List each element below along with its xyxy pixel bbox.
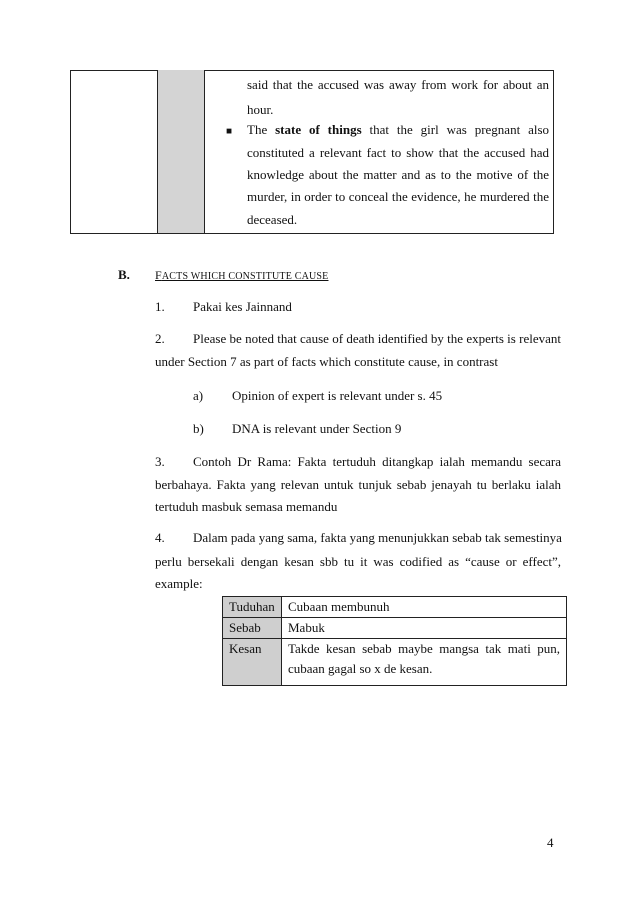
row-value-line: cubaan gagal so x de kesan. [288, 661, 433, 676]
table-text-line: said that the accused was away from work for about an [247, 77, 549, 92]
subitem-label: a) [193, 388, 204, 403]
item-text: Pakai kes Jainnand [193, 299, 292, 314]
bullet-prefix: The [247, 122, 268, 137]
bullet-bold-phrase: state of things [275, 122, 362, 137]
section-title: FACTS WHICH CONSTITUTE CAUSE [155, 268, 329, 282]
row-label: Kesan [223, 639, 282, 686]
table-row [223, 639, 567, 686]
table-text-line: deceased. [247, 212, 298, 227]
item-number: 1. [155, 299, 165, 314]
item-number: 4. [155, 530, 165, 545]
facts-table-continuation [70, 70, 554, 234]
item-text: under Section 7 as part of facts which constitute cause, in contrast [155, 354, 498, 369]
item-text: perlu bersekali dengan kesan sbb tu it was codified as “cause or effect”, [155, 554, 561, 569]
item-text: example: [155, 576, 203, 591]
row-value-line: Takde kesan sebab maybe mangsa tak mati pun, [288, 641, 560, 656]
bullet-text-line [247, 122, 549, 138]
item-text: Dalam pada yang sama, fakta yang menunjukkan sebab tak semestinya [193, 530, 562, 545]
subitem-text: DNA is relevant under Section 9 [232, 421, 402, 436]
row-value: Cubaan membunuh [282, 597, 567, 618]
row-value: Mabuk [282, 618, 567, 639]
table-text-line: knowledge about the matter and as to the motive of the [247, 167, 549, 182]
row-label: Sebab [223, 618, 282, 639]
bullet-suffix: that the girl was pregnant also [369, 122, 550, 137]
row-value [282, 639, 567, 686]
row-label: Tuduhan [223, 597, 282, 618]
table-text-line: murder, in order to conceal the evidence, he murdered the [247, 189, 549, 204]
item-text: Please be noted that cause of death identified by the experts is relevant [193, 331, 561, 346]
subitem-text: Opinion of expert is relevant under s. 45 [232, 388, 443, 403]
item-number: 3. [155, 454, 165, 469]
table-text-line: hour. [247, 102, 274, 117]
table-text-line: constituted a relevant fact to show that the accused had [247, 145, 549, 160]
item-number: 2. [155, 331, 165, 346]
square-bullet-icon: ■ [226, 126, 233, 137]
table-row [223, 597, 567, 618]
item-text: tertuduh masbuk semasa memandu [155, 499, 338, 514]
subitem-label: b) [193, 421, 204, 436]
section-label: B. [118, 267, 130, 282]
page-number: 4 [547, 835, 554, 850]
shaded-column [158, 70, 205, 233]
item-text: berbahaya. Fakta yang relevan untuk tunjuk sebab jenayah tu berlaku ialah [155, 477, 561, 492]
table-row [223, 618, 567, 639]
item-text: Contoh Dr Rama: Fakta tertuduh ditangkap ialah memandu secara [193, 454, 561, 469]
cause-effect-table [222, 596, 567, 686]
